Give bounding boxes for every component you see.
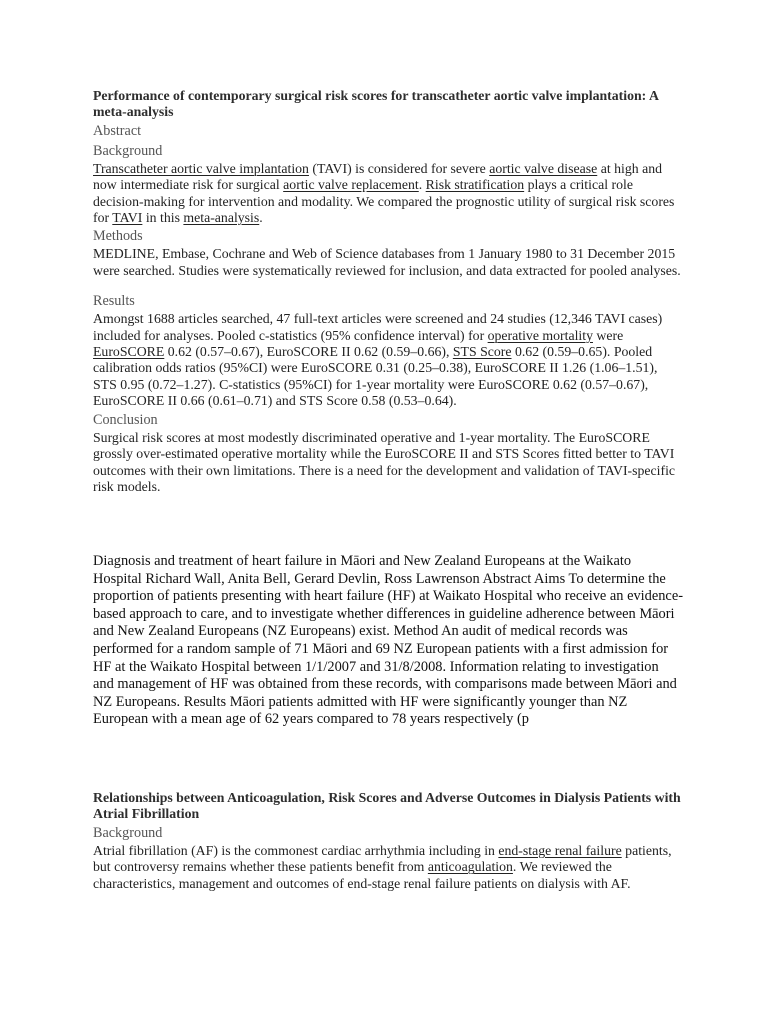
background-heading-af: Background: [93, 824, 163, 841]
background-paragraph: Transcatheter aortic valve implantation (TAVI) is considered for severe aortic valve disease at high and now intermediate risk for surgical aortic valve replacement. Risk stratification plays a critical role decision-making for intervention and modality. We compared the prognostic utility of surgical risk scores for TAVI in this meta-analysis.: [93, 160, 675, 226]
link-tavi[interactable]: TAVI: [112, 210, 143, 226]
heart-failure-paragraph: Diagnosis and treatment of heart failure in Māori and New Zealand Europeans at the Waikato Hospital Richard Wall, Anita Bell, Gerard Devlin, Ross Lawrenson Abstract Aims To determine the proportion of patients presenting with heart failure (HF) at Waikato Hospital who receive an evidence-based approach to care, and to investigate whether differences in guideline adherence between Māori and New Zealand Europeans (NZ Europeans) exist. Method An audit of medical records was performed for a random sample of 71 Māori and 69 NZ European patients with a first admission for HF at the Waikato Hospital between 1/1/2007 and 31/8/2008. Information relating to investigation and management of HF was obtained from these records, with comparisons made between Māori and NZ Europeans. Results Māori patients admitted with HF were significantly younger than NZ European with a mean age of 62 years compared to 78 years respectively (p: [93, 553, 683, 728]
link-aortic-valve-replacement[interactable]: aortic valve replacement: [283, 177, 419, 193]
methods-paragraph: MEDLINE, Embase, Cochrane and Web of Science databases from 1 January 1980 to 31 December 2015 were searched. Studies were systematically reviewed for inclusion, and data extracted for pooled analyses.: [93, 246, 681, 278]
link-operative-mortality[interactable]: operative mortality: [487, 327, 593, 343]
article-title: Performance of contemporary surgical risk scores for transcatheter aortic valve implantation: A meta-analysis: [93, 88, 659, 120]
results-heading: Results: [93, 293, 135, 310]
abstract-heading: Abstract: [93, 122, 142, 139]
article-title-af: Relationships between Anticoagulation, Risk Scores and Adverse Outcomes in Dialysis Patients with Atrial Fibrillation: [93, 790, 681, 822]
link-aortic-valve-disease[interactable]: aortic valve disease: [489, 160, 598, 176]
background-heading: Background: [93, 142, 163, 159]
link-tavi-term[interactable]: Transcatheter aortic valve implantation: [93, 160, 309, 176]
link-risk-stratification[interactable]: Risk stratification: [425, 177, 525, 193]
article-heart-failure: [93, 553, 683, 729]
link-anticoagulation[interactable]: anticoagulation: [427, 859, 513, 875]
background-paragraph-af: Atrial fibrillation (AF) is the commonest cardiac arrhythmia including in end-stage renal failure patients, but controversy remains whether these patients benefit from anticoagulation. We reviewed the characteristics, management and outcomes of end-stage renal failure patients on dialysis with AF.: [93, 842, 672, 891]
results-paragraph: Amongst 1688 articles searched, 47 full-text articles were screened and 24 studies (12,346 TAVI cases) included for analyses. Pooled c-statistics (95% confidence interval) for operative mortality were EuroSCORE 0.62 (0.57–0.67), EuroSCORE II 0.62 (0.59–0.66), STS Score 0.62 (0.59–0.65). Pooled calibration odds ratios (95%CI) were EuroSCORE 0.31 (0.25–0.38), EuroSCORE II 1.26 (1.06–1.51), STS 0.95 (0.72–1.27). C-statistics (95%CI) for 1-year mortality were EuroSCORE 0.62 (0.57–0.67), EuroSCORE II 0.66 (0.61–0.71) and STS Score 0.58 (0.53–0.64).: [93, 311, 663, 409]
article-tavi: [93, 88, 683, 495]
link-meta-analysis[interactable]: meta-analysis: [183, 210, 260, 226]
conclusion-heading: Conclusion: [93, 411, 158, 428]
methods-heading: Methods: [93, 228, 143, 245]
link-euroscore[interactable]: EuroSCORE: [93, 344, 165, 360]
article-atrial-fibrillation: [93, 790, 683, 892]
link-sts-score[interactable]: STS Score: [452, 344, 512, 360]
conclusion-paragraph: Surgical risk scores at most modestly discriminated operative and 1-year mortality. The EuroSCORE grossly over-estimated operative mortality while the EuroSCORE II and STS Scores fitted better to TAVI outcomes with their own limitations. There is a need for the development and validation of TAVI-specific risk models.: [93, 429, 676, 494]
link-end-stage-renal-failure[interactable]: end-stage renal failure: [498, 842, 622, 858]
